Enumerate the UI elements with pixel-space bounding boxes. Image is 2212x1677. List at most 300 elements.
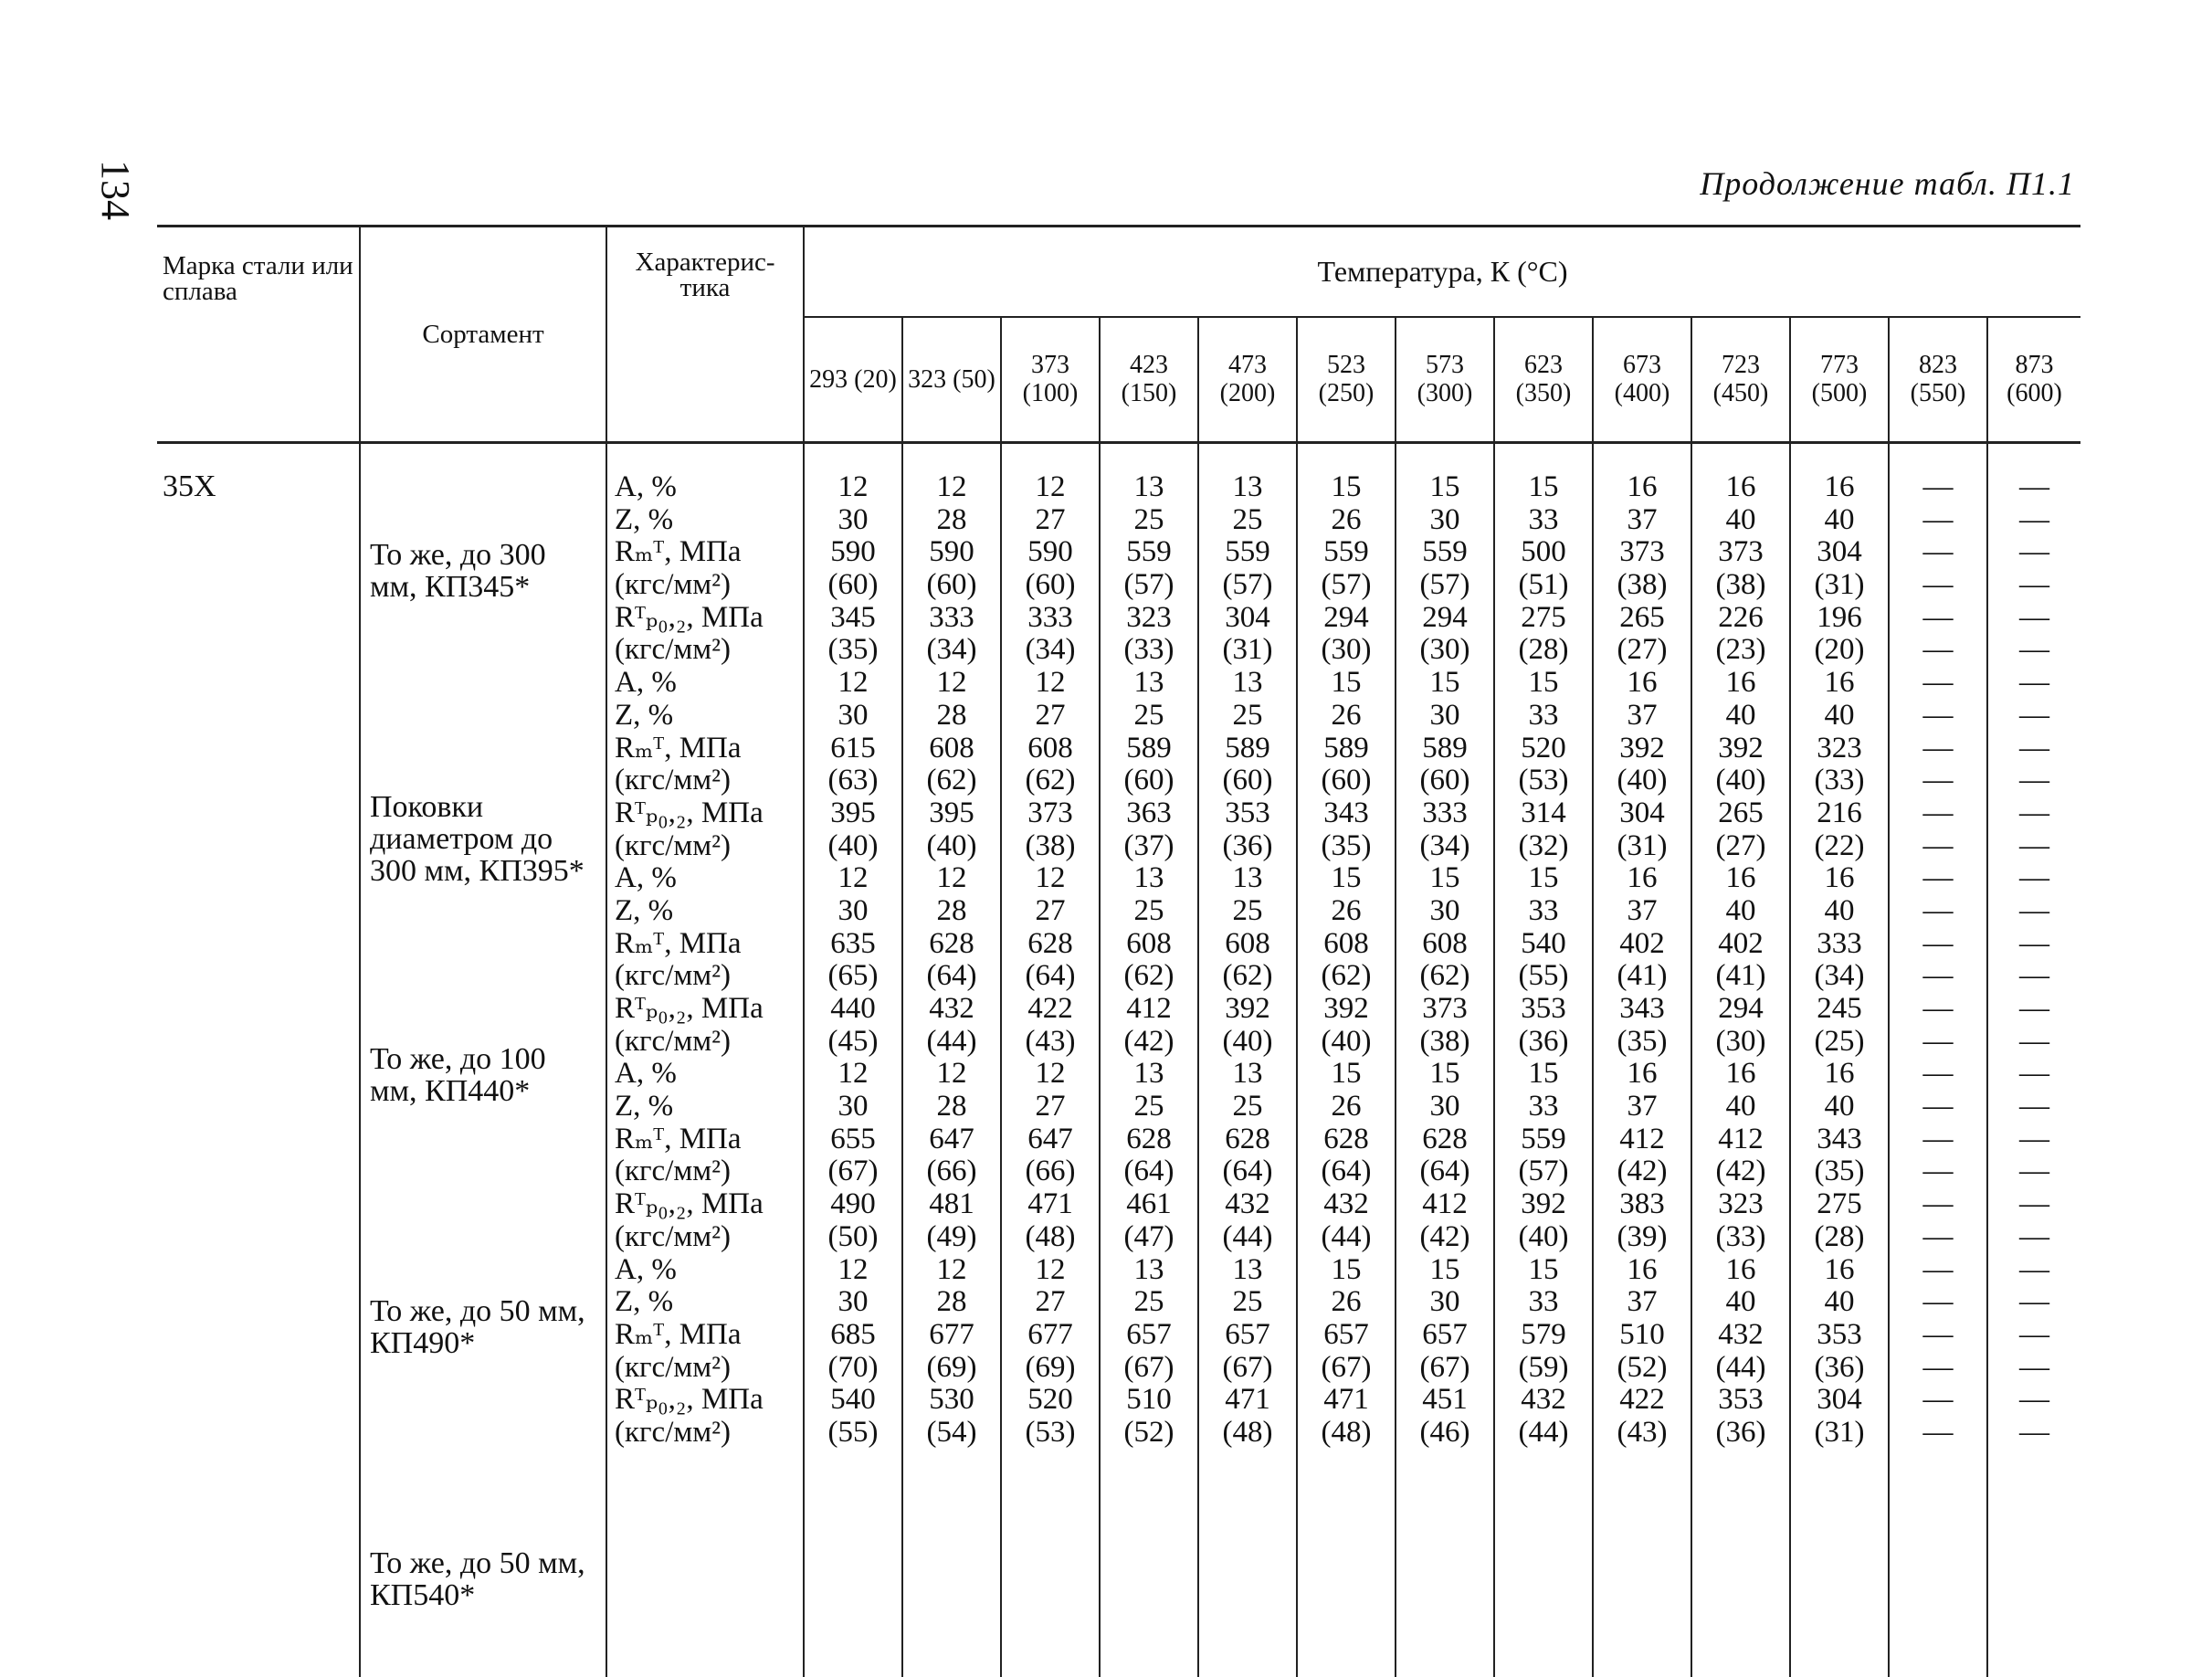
characteristic-label: A, %: [615, 1058, 803, 1091]
header-temp-0: 293 (20): [804, 317, 902, 443]
table-cell: 25: [1199, 1091, 1296, 1123]
table-cell: (34): [903, 634, 1000, 667]
table-cell: 589: [1396, 733, 1493, 765]
table-cell: 27: [1002, 1091, 1099, 1123]
table-cell: (40): [1594, 765, 1691, 797]
table-cell: 30: [805, 700, 901, 733]
table-cell: 37: [1594, 1091, 1691, 1123]
table-cell: 589: [1199, 733, 1296, 765]
table-cell: —: [1988, 1026, 2080, 1059]
characteristic-label: A, %: [615, 862, 803, 895]
table-cell: —: [1988, 1221, 2080, 1254]
table-cell: 16: [1692, 1254, 1789, 1287]
table-cell: —: [1988, 765, 2080, 797]
table-cell: 402: [1594, 928, 1691, 961]
table-cell: 245: [1791, 993, 1888, 1026]
table-cell: 13: [1199, 1254, 1296, 1287]
sortament-item: Поковки диаметром до 300 мм, КП395*: [370, 791, 598, 887]
table-cell: (36): [1495, 1026, 1592, 1059]
table-cell: 540: [805, 1384, 901, 1417]
table-cell: 628: [1298, 1123, 1395, 1156]
table-cell: 490: [805, 1188, 901, 1221]
table-cell: 27: [1002, 895, 1099, 928]
table-cell: 677: [903, 1319, 1000, 1352]
characteristic-label: Rₘᵀ, МПа: [615, 1123, 803, 1156]
table-cell: 461: [1101, 1188, 1197, 1221]
table-cell: 677: [1002, 1319, 1099, 1352]
table-cell: (20): [1791, 634, 1888, 667]
table-cell: 12: [903, 862, 1000, 895]
table-cell: 12: [903, 471, 1000, 504]
table-cell: 510: [1594, 1319, 1691, 1352]
table-cell: (67): [1101, 1352, 1197, 1385]
table-cell: (38): [1594, 569, 1691, 602]
table-cell: 15: [1495, 1058, 1592, 1091]
value-column-6: [1396, 443, 1494, 1677]
table-cell: 628: [903, 928, 1000, 961]
table-cell: —: [1890, 1417, 1986, 1450]
table-cell: 33: [1495, 1286, 1592, 1319]
header-temp-9: 723 (450): [1691, 317, 1790, 443]
table-cell: (55): [1495, 960, 1592, 993]
table-cell: —: [1988, 1155, 2080, 1188]
table-cell: (42): [1594, 1155, 1691, 1188]
table-cell: (67): [805, 1155, 901, 1188]
table-cell: 30: [805, 1091, 901, 1123]
table-cell: —: [1988, 504, 2080, 537]
table-cell: 422: [1002, 993, 1099, 1026]
value-column-7: [1494, 443, 1593, 1677]
table-cell: (48): [1298, 1417, 1395, 1450]
sortament-column: [360, 443, 606, 1677]
table-cell: —: [1890, 569, 1986, 602]
table-cell: 30: [1396, 700, 1493, 733]
table-cell: —: [1988, 1058, 2080, 1091]
table-cell: 16: [1692, 862, 1789, 895]
table-cell: 15: [1495, 862, 1592, 895]
properties-table: [157, 225, 2080, 1677]
table-cell: 432: [903, 993, 1000, 1026]
table-cell: 16: [1791, 1058, 1888, 1091]
table-cell: 608: [1298, 928, 1395, 961]
table-cell: (60): [1101, 765, 1197, 797]
page-number: 134: [92, 160, 139, 220]
table-cell: —: [1988, 830, 2080, 863]
characteristic-label: Rₘᵀ, МПа: [615, 733, 803, 765]
table-cell: (64): [1199, 1155, 1296, 1188]
table-cell: (49): [903, 1221, 1000, 1254]
table-cell: —: [1890, 667, 1986, 700]
table-cell: 40: [1791, 700, 1888, 733]
table-cell: 40: [1692, 504, 1789, 537]
table-cell: (35): [1791, 1155, 1888, 1188]
header-temp-5: 523 (250): [1297, 317, 1396, 443]
table-cell: (40): [1298, 1026, 1395, 1059]
table-cell: 40: [1791, 504, 1888, 537]
table-cell: —: [1988, 602, 2080, 635]
table-cell: 520: [1495, 733, 1592, 765]
characteristic-label: Z, %: [615, 1286, 803, 1319]
characteristic-label: (кгс/мм²): [615, 1352, 803, 1385]
table-cell: 16: [1594, 862, 1691, 895]
header-temp-4: 473 (200): [1198, 317, 1297, 443]
table-cell: (33): [1791, 765, 1888, 797]
table-cell: (48): [1002, 1221, 1099, 1254]
table-cell: 28: [903, 895, 1000, 928]
table-cell: (65): [805, 960, 901, 993]
table-cell: 26: [1298, 504, 1395, 537]
table-cell: 392: [1594, 733, 1691, 765]
table-cell: (62): [1298, 960, 1395, 993]
table-cell: 40: [1692, 1286, 1789, 1319]
table-cell: 13: [1199, 471, 1296, 504]
table-cell: 16: [1791, 862, 1888, 895]
characteristic-label: (кгс/мм²): [615, 634, 803, 667]
table-cell: 25: [1101, 1091, 1197, 1123]
table-cell: 13: [1101, 471, 1197, 504]
table-cell: 559: [1298, 536, 1395, 569]
table-cell: 16: [1594, 471, 1691, 504]
table-cell: 15: [1396, 1058, 1493, 1091]
table-cell: (52): [1594, 1352, 1691, 1385]
table-cell: (67): [1396, 1352, 1493, 1385]
table-cell: 37: [1594, 700, 1691, 733]
table-cell: (48): [1199, 1417, 1296, 1450]
table-cell: 395: [903, 797, 1000, 830]
table-cell: 30: [1396, 1091, 1493, 1123]
table-cell: 657: [1101, 1319, 1197, 1352]
table-cell: 392: [1692, 733, 1789, 765]
table-cell: (52): [1101, 1417, 1197, 1450]
table-cell: 353: [1791, 1319, 1888, 1352]
table-cell: 333: [1002, 602, 1099, 635]
table-cell: (38): [1002, 830, 1099, 863]
table-cell: —: [1890, 733, 1986, 765]
characteristic-label: (кгс/мм²): [615, 765, 803, 797]
table-cell: —: [1988, 471, 2080, 504]
value-column-9: [1691, 443, 1790, 1677]
table-cell: —: [1988, 1188, 2080, 1221]
table-cell: 579: [1495, 1319, 1592, 1352]
header-temp-8: 673 (400): [1593, 317, 1691, 443]
table-cell: 304: [1199, 602, 1296, 635]
table-cell: (47): [1101, 1221, 1197, 1254]
table-cell: 226: [1692, 602, 1789, 635]
header-temp-10: 773 (500): [1790, 317, 1889, 443]
table-cell: 15: [1298, 667, 1395, 700]
table-cell: (53): [1002, 1417, 1099, 1450]
table-cell: (44): [1692, 1352, 1789, 1385]
table-cell: —: [1890, 797, 1986, 830]
table-cell: 608: [903, 733, 1000, 765]
table-cell: (35): [1298, 830, 1395, 863]
table-cell: 432: [1692, 1319, 1789, 1352]
table-cell: —: [1890, 1188, 1986, 1221]
characteristic-label: (кгс/мм²): [615, 1417, 803, 1450]
table-cell: (55): [805, 1417, 901, 1450]
table-cell: —: [1890, 765, 1986, 797]
table-cell: 16: [1791, 667, 1888, 700]
sortament-item: То же, до 300 мм, КП345*: [370, 539, 598, 603]
table-cell: (46): [1396, 1417, 1493, 1450]
table-cell: —: [1988, 1123, 2080, 1156]
table-cell: —: [1988, 733, 2080, 765]
table-cell: 12: [903, 1254, 1000, 1287]
table-cell: 628: [1101, 1123, 1197, 1156]
sortament-item: То же, до 50 мм, КП490*: [370, 1295, 598, 1359]
characteristic-label: (кгс/мм²): [615, 1155, 803, 1188]
characteristic-label: Z, %: [615, 1091, 803, 1123]
table-cell: 25: [1199, 895, 1296, 928]
table-cell: 12: [1002, 862, 1099, 895]
table-cell: —: [1890, 830, 1986, 863]
table-cell: 12: [805, 1058, 901, 1091]
table-cell: (35): [805, 634, 901, 667]
table-cell: —: [1988, 928, 2080, 961]
table-cell: 37: [1594, 504, 1691, 537]
table-cell: (60): [903, 569, 1000, 602]
table-cell: 647: [1002, 1123, 1099, 1156]
header-temp-2: 373 (100): [1001, 317, 1100, 443]
table-cell: 12: [1002, 471, 1099, 504]
table-cell: 40: [1791, 1286, 1888, 1319]
table-cell: 373: [1594, 536, 1691, 569]
table-cell: —: [1890, 1026, 1986, 1059]
table-cell: —: [1988, 667, 2080, 700]
table-cell: (36): [1791, 1352, 1888, 1385]
table-cell: 373: [1002, 797, 1099, 830]
table-cell: —: [1890, 504, 1986, 537]
table-cell: 15: [1396, 667, 1493, 700]
table-cell: (59): [1495, 1352, 1592, 1385]
header-characteristic: Характерис- тика: [606, 227, 804, 443]
table-cell: (34): [1791, 960, 1888, 993]
table-cell: 402: [1692, 928, 1789, 961]
table-cell: 432: [1495, 1384, 1592, 1417]
table-cell: 196: [1791, 602, 1888, 635]
table-cell: (22): [1791, 830, 1888, 863]
characteristic-label: (кгс/мм²): [615, 830, 803, 863]
table-cell: 27: [1002, 504, 1099, 537]
table-cell: 383: [1594, 1188, 1691, 1221]
table-cell: 30: [1396, 504, 1493, 537]
table-cell: 25: [1101, 700, 1197, 733]
table-cell: 16: [1594, 1058, 1691, 1091]
table-cell: 304: [1791, 1384, 1888, 1417]
table-cell: 608: [1002, 733, 1099, 765]
table-cell: 323: [1101, 602, 1197, 635]
table-cell: 30: [805, 895, 901, 928]
table-cell: (36): [1692, 1417, 1789, 1450]
table-cell: 265: [1692, 797, 1789, 830]
table-cell: (30): [1396, 634, 1493, 667]
table-cell: —: [1988, 895, 2080, 928]
table-cell: (62): [1002, 765, 1099, 797]
table-cell: 13: [1199, 667, 1296, 700]
table-cell: 13: [1101, 862, 1197, 895]
table-cell: (60): [1199, 765, 1296, 797]
table-cell: 471: [1298, 1384, 1395, 1417]
table-cell: 12: [1002, 1254, 1099, 1287]
characteristic-label: (кгс/мм²): [615, 960, 803, 993]
table-cell: 216: [1791, 797, 1888, 830]
sortament-item: То же, до 50 мм, КП540*: [370, 1547, 598, 1611]
table-cell: (39): [1594, 1221, 1691, 1254]
table-cell: (27): [1594, 634, 1691, 667]
table-cell: 12: [1002, 1058, 1099, 1091]
table-cell: 440: [805, 993, 901, 1026]
table-cell: (41): [1692, 960, 1789, 993]
table-cell: 294: [1692, 993, 1789, 1026]
table-cell: (31): [1791, 1417, 1888, 1450]
table-cell: 28: [903, 504, 1000, 537]
table-cell: 471: [1199, 1384, 1296, 1417]
table-cell: —: [1988, 1286, 2080, 1319]
table-cell: 373: [1692, 536, 1789, 569]
characteristic-label: (кгс/мм²): [615, 1221, 803, 1254]
table-cell: (67): [1199, 1352, 1296, 1385]
characteristic-column: [606, 443, 804, 1677]
table-cell: 16: [1791, 471, 1888, 504]
table-cell: 647: [903, 1123, 1000, 1156]
table-cell: 15: [1495, 667, 1592, 700]
table-cell: 395: [805, 797, 901, 830]
table-cell: 25: [1199, 700, 1296, 733]
table-cell: —: [1890, 1254, 1986, 1287]
table-cell: 30: [1396, 1286, 1493, 1319]
table-cell: 275: [1791, 1188, 1888, 1221]
table-cell: 26: [1298, 1091, 1395, 1123]
table-cell: —: [1890, 1058, 1986, 1091]
header-temp-6: 573 (300): [1396, 317, 1494, 443]
table-cell: —: [1890, 634, 1986, 667]
table-cell: (23): [1692, 634, 1789, 667]
table-cell: (38): [1692, 569, 1789, 602]
table-cell: 451: [1396, 1384, 1493, 1417]
table-cell: 345: [805, 602, 901, 635]
table-cell: —: [1890, 1221, 1986, 1254]
table-cell: 25: [1101, 895, 1197, 928]
table-cell: 13: [1199, 862, 1296, 895]
table-cell: 13: [1199, 1058, 1296, 1091]
table-cell: 16: [1791, 1254, 1888, 1287]
table-cell: 15: [1298, 1254, 1395, 1287]
header-temp-1: 323 (50): [902, 317, 1001, 443]
table-cell: 628: [1396, 1123, 1493, 1156]
table-cell: (28): [1791, 1221, 1888, 1254]
table-cell: (37): [1101, 830, 1197, 863]
table-cell: (28): [1495, 634, 1592, 667]
table-cell: (54): [903, 1417, 1000, 1450]
table-cell: 28: [903, 1286, 1000, 1319]
value-column-3: [1100, 443, 1198, 1677]
table-cell: (50): [805, 1221, 901, 1254]
table-cell: (31): [1791, 569, 1888, 602]
table-cell: 655: [805, 1123, 901, 1156]
table-cell: (25): [1791, 1026, 1888, 1059]
table-cell: —: [1890, 1155, 1986, 1188]
table-cell: 589: [1298, 733, 1395, 765]
table-cell: (53): [1495, 765, 1592, 797]
table-cell: (31): [1199, 634, 1296, 667]
table-cell: 15: [1495, 1254, 1592, 1287]
table-cell: (40): [1692, 765, 1789, 797]
characteristic-label: Rₘᵀ, МПа: [615, 928, 803, 961]
table-cell: 12: [1002, 667, 1099, 700]
table-cell: 333: [1396, 797, 1493, 830]
table-cell: (38): [1396, 1026, 1493, 1059]
table-cell: 28: [903, 1091, 1000, 1123]
table-cell: 15: [1396, 862, 1493, 895]
table-cell: 373: [1396, 993, 1493, 1026]
value-column-4: [1198, 443, 1297, 1677]
table-cell: 353: [1692, 1384, 1789, 1417]
table-cell: 265: [1594, 602, 1691, 635]
table-cell: —: [1890, 1091, 1986, 1123]
table-cell: —: [1988, 1417, 2080, 1450]
table-cell: (42): [1396, 1221, 1493, 1254]
table-cell: 608: [1396, 928, 1493, 961]
table-cell: 30: [805, 1286, 901, 1319]
characteristic-label: A, %: [615, 471, 803, 504]
table-cell: 12: [805, 471, 901, 504]
table-cell: (51): [1495, 569, 1592, 602]
table-cell: 628: [1002, 928, 1099, 961]
table-cell: 333: [903, 602, 1000, 635]
table-cell: —: [1988, 862, 2080, 895]
table-cell: 40: [1692, 1091, 1789, 1123]
table-cell: (64): [1002, 960, 1099, 993]
table-cell: 412: [1594, 1123, 1691, 1156]
table-cell: 33: [1495, 1091, 1592, 1123]
table-cell: (34): [1002, 634, 1099, 667]
table-cell: —: [1988, 700, 2080, 733]
characteristic-label: Rᵀₚ₀,₂, МПа: [615, 797, 803, 830]
table-cell: 40: [1692, 700, 1789, 733]
table-cell: —: [1988, 569, 2080, 602]
table-cell: (33): [1101, 634, 1197, 667]
table-cell: (30): [1692, 1026, 1789, 1059]
header-temp-11: 823 (550): [1889, 317, 1987, 443]
table-cell: —: [1890, 536, 1986, 569]
table-cell: 608: [1199, 928, 1296, 961]
table-cell: 25: [1199, 1286, 1296, 1319]
table-cell: (36): [1199, 830, 1296, 863]
table-cell: (35): [1594, 1026, 1691, 1059]
table-cell: 343: [1791, 1123, 1888, 1156]
table-cell: (60): [1002, 569, 1099, 602]
table-cell: 16: [1692, 667, 1789, 700]
value-column-11: [1889, 443, 1987, 1677]
value-column-0: [804, 443, 902, 1677]
characteristic-label: Rᵀₚ₀,₂, МПа: [615, 1384, 803, 1417]
table-cell: 15: [1298, 1058, 1395, 1091]
table-cell: 500: [1495, 536, 1592, 569]
table-cell: —: [1890, 1123, 1986, 1156]
table-cell: (64): [903, 960, 1000, 993]
table-cell: 26: [1298, 895, 1395, 928]
table-cell: (41): [1594, 960, 1691, 993]
table-cell: 304: [1791, 536, 1888, 569]
table-cell: 590: [805, 536, 901, 569]
table-cell: (64): [1298, 1155, 1395, 1188]
table-cell: —: [1890, 700, 1986, 733]
table-cell: (31): [1594, 830, 1691, 863]
characteristic-label: (кгс/мм²): [615, 1026, 803, 1059]
table-cell: 294: [1396, 602, 1493, 635]
table-cell: 16: [1692, 471, 1789, 504]
value-column-10: [1790, 443, 1889, 1677]
